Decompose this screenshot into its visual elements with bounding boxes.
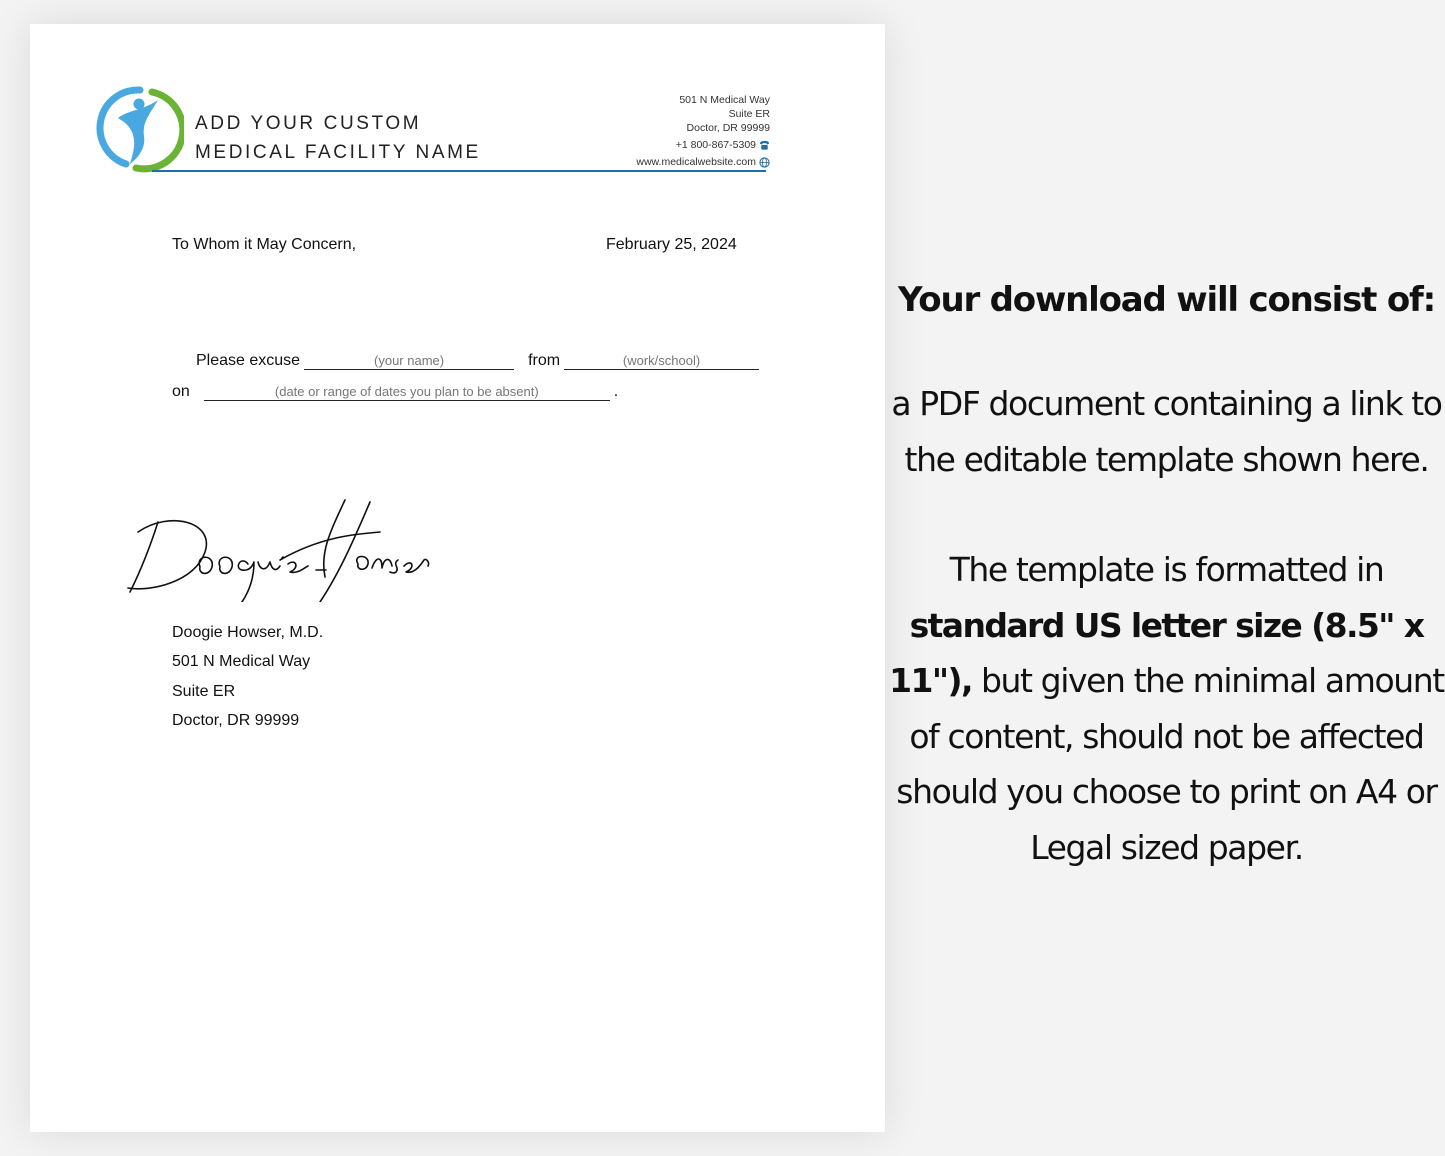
promo-paragraph-2-bold: standard US letter size (8.5" x 11"), <box>889 605 1424 700</box>
from-label: from <box>528 352 561 369</box>
letterhead-contact <box>636 93 770 169</box>
promo-paragraph-2-prefix: The template is formatted in <box>949 550 1384 589</box>
signer-address-line1: 501 N Medical Way <box>172 653 311 671</box>
work-school-blank[interactable]: (work/school) <box>564 353 759 370</box>
dates-line <box>172 383 618 401</box>
letter-page <box>30 24 885 1132</box>
please-excuse-label: Please excuse <box>196 352 301 369</box>
on-label: on <box>172 383 190 400</box>
letterhead-phone: +1 800-867-5309 <box>675 139 756 151</box>
signer-name: Doogie Howser, M.D. <box>172 624 324 641</box>
signer-address-line2: Suite ER <box>172 682 236 700</box>
excuse-line <box>196 352 763 370</box>
salutation: To Whom it May Concern, <box>172 236 357 253</box>
promo-paragraph-2-suffix: but given the minimal amount of content, should not be affected should you choose to print on A4 or Legal sized paper. <box>896 661 1444 867</box>
letterhead-address-line1: 501 N Medical Way <box>679 94 770 106</box>
letterhead-address-line2: Suite ER <box>728 108 770 120</box>
signer-address-line3: Doctor, DR 99999 <box>172 711 300 729</box>
letterhead-divider <box>152 170 766 172</box>
promo-paragraph-1: a PDF document containing a link to the editable template shown here. <box>891 384 1442 479</box>
globe-icon <box>759 157 770 168</box>
name-blank[interactable]: (your name) <box>304 353 514 370</box>
period-mark: . <box>613 383 619 400</box>
dates-blank[interactable]: (date or range of dates you plan to be absent) <box>204 384 610 401</box>
phone-icon <box>759 140 770 151</box>
facility-name-line2: MEDICAL FACILITY NAME <box>195 142 481 163</box>
website-row <box>636 155 770 169</box>
promo-panel <box>888 272 1445 875</box>
facility-name <box>195 109 481 167</box>
signer-block <box>172 618 323 735</box>
handwritten-signature <box>120 492 430 602</box>
phone-row <box>636 138 770 152</box>
letter-date: February 25, 2024 <box>606 236 737 253</box>
letterhead-address-line3: Doctor, DR 99999 <box>686 122 770 134</box>
promo-heading: Your download will consist of: <box>897 280 1435 320</box>
letterhead-website: www.medicalwebsite.com <box>636 156 756 168</box>
promo-paragraph-2 <box>888 542 1445 875</box>
medical-logo-icon <box>96 84 184 174</box>
facility-name-line1: ADD YOUR CUSTOM <box>195 113 422 134</box>
